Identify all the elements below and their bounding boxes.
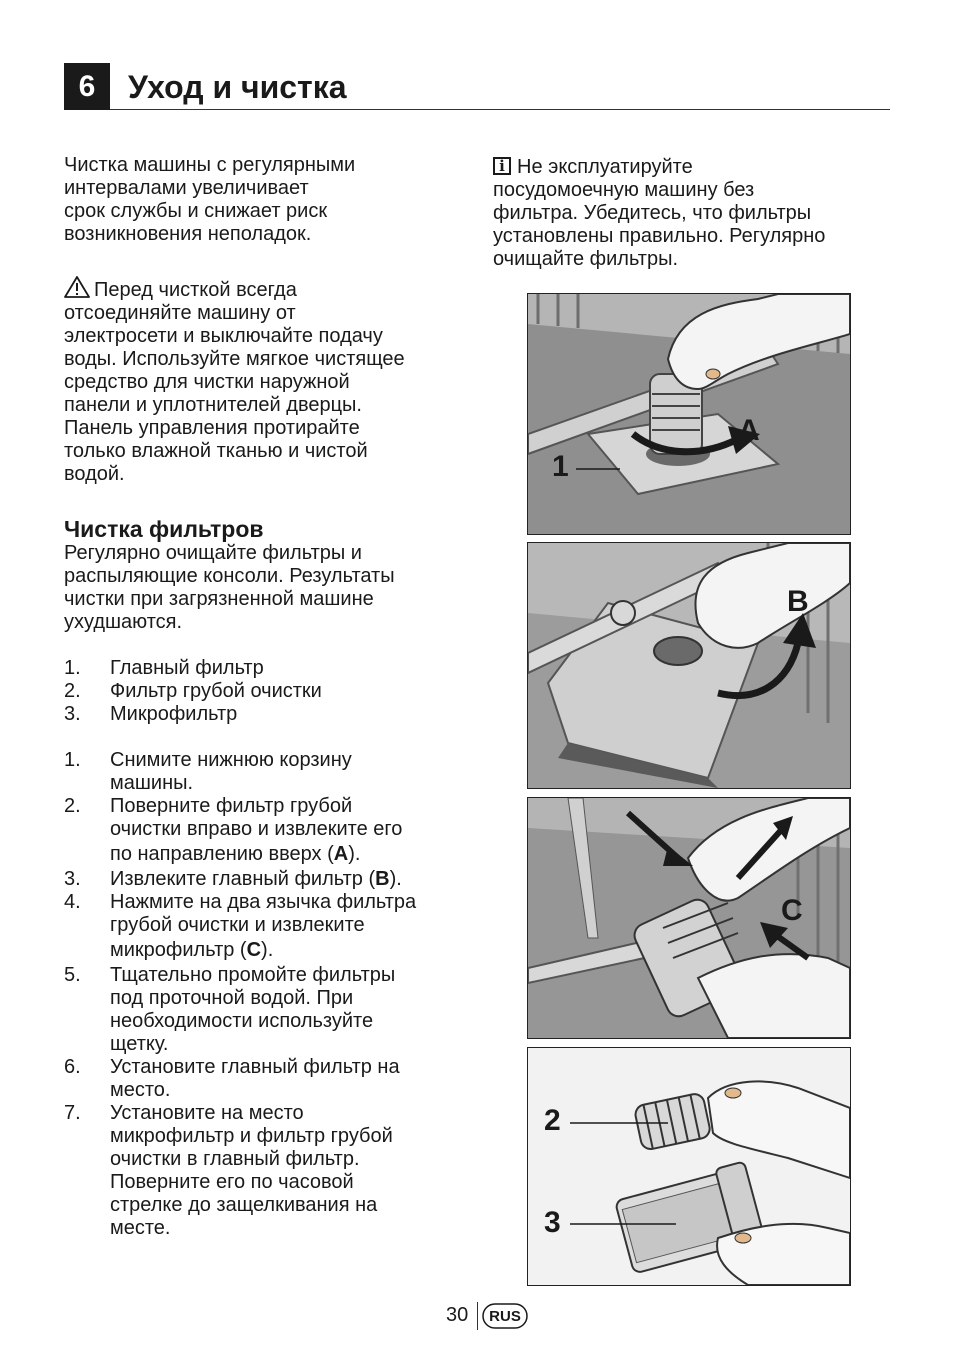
figure-remove-main-filter [527, 542, 851, 789]
list-item: 2. Поверните фильтр грубой очистки вправо и извлеките его по направлению вверх (A). [64, 795, 403, 865]
figure-filter-parts [527, 1047, 851, 1286]
language-code: RUS [489, 1308, 521, 1325]
figure-remove-coarse-filter [527, 293, 851, 535]
list-item: 5. Тщательно промойте фильтры под проточной водой. При необходимости используйте щетку. [64, 964, 396, 1055]
info-note: i Не эксплуатируйте посудомоечную машину без фильтра. Убедитесь, что фильтры установлены правильно. Регулярно очищайте фильтры. [493, 156, 826, 270]
list-item: 1. Главный фильтр [64, 657, 264, 679]
illustration [528, 1048, 850, 1285]
list-item: 7. Установите на место микрофильтр и фильтр грубой очистки в главный фильтр. Поверните его по часовой стрелке до защелкивания на месте. [64, 1102, 393, 1239]
chapter-header [64, 63, 890, 110]
steps-list [64, 749, 464, 1240]
left-column [64, 154, 464, 1240]
callout-number-3: 3 [544, 1206, 561, 1239]
illustration [528, 543, 850, 788]
info-icon: i [493, 157, 511, 175]
chapter-title: Уход и чистка [128, 69, 347, 105]
chapter-number: 6 [64, 63, 110, 110]
page-number: 30 [446, 1304, 469, 1326]
filters-intro: Регулярно очищайте фильтры и распыляющие консоли. Результаты чистки при загрязненной машине ухудшаются. [64, 542, 395, 633]
callout-number-2: 2 [544, 1104, 561, 1137]
illustration [528, 294, 850, 534]
list-item: 2. Фильтр грубой очистки [64, 680, 322, 702]
footer-divider [477, 1302, 478, 1330]
parts-list [64, 657, 464, 726]
warning-icon [64, 276, 90, 298]
list-item: 3. Извлеките главный фильтр (B). [64, 868, 402, 890]
figure-remove-microfilter [527, 797, 851, 1039]
list-item: 3. Микрофильтр [64, 703, 238, 725]
callout-letter-c: C [781, 894, 803, 927]
list-item: 6. Установите главный фильтр на место. [64, 1056, 400, 1101]
language-badge [482, 1303, 528, 1329]
list-item: 1. Снимите нижнюю корзину машины. [64, 749, 352, 794]
callout-letter-b: B [787, 585, 809, 618]
filters-heading: Чистка фильтров [64, 516, 264, 542]
header-divider [110, 109, 890, 110]
list-item: 4. Нажмите на два язычка фильтра грубой очистки и извлеките микрофильтр (C). [64, 891, 417, 961]
callout-letter-a: A [738, 414, 760, 447]
warning-paragraph: Перед чисткой всегда отсоединяйте машину от электросети и выключайте подачу воды. Используйте мягкое чистящее средство для чистки наружной панели и уплотнителей дверцы. Панель управления протирайте только влажной тканью и чистой водой. [64, 276, 464, 486]
intro-paragraph: Чистка машины с регулярными интервалами увеличивает срок службы и снижает риск возникновения неполадок. [64, 154, 356, 245]
callout-number-1: 1 [552, 450, 569, 483]
